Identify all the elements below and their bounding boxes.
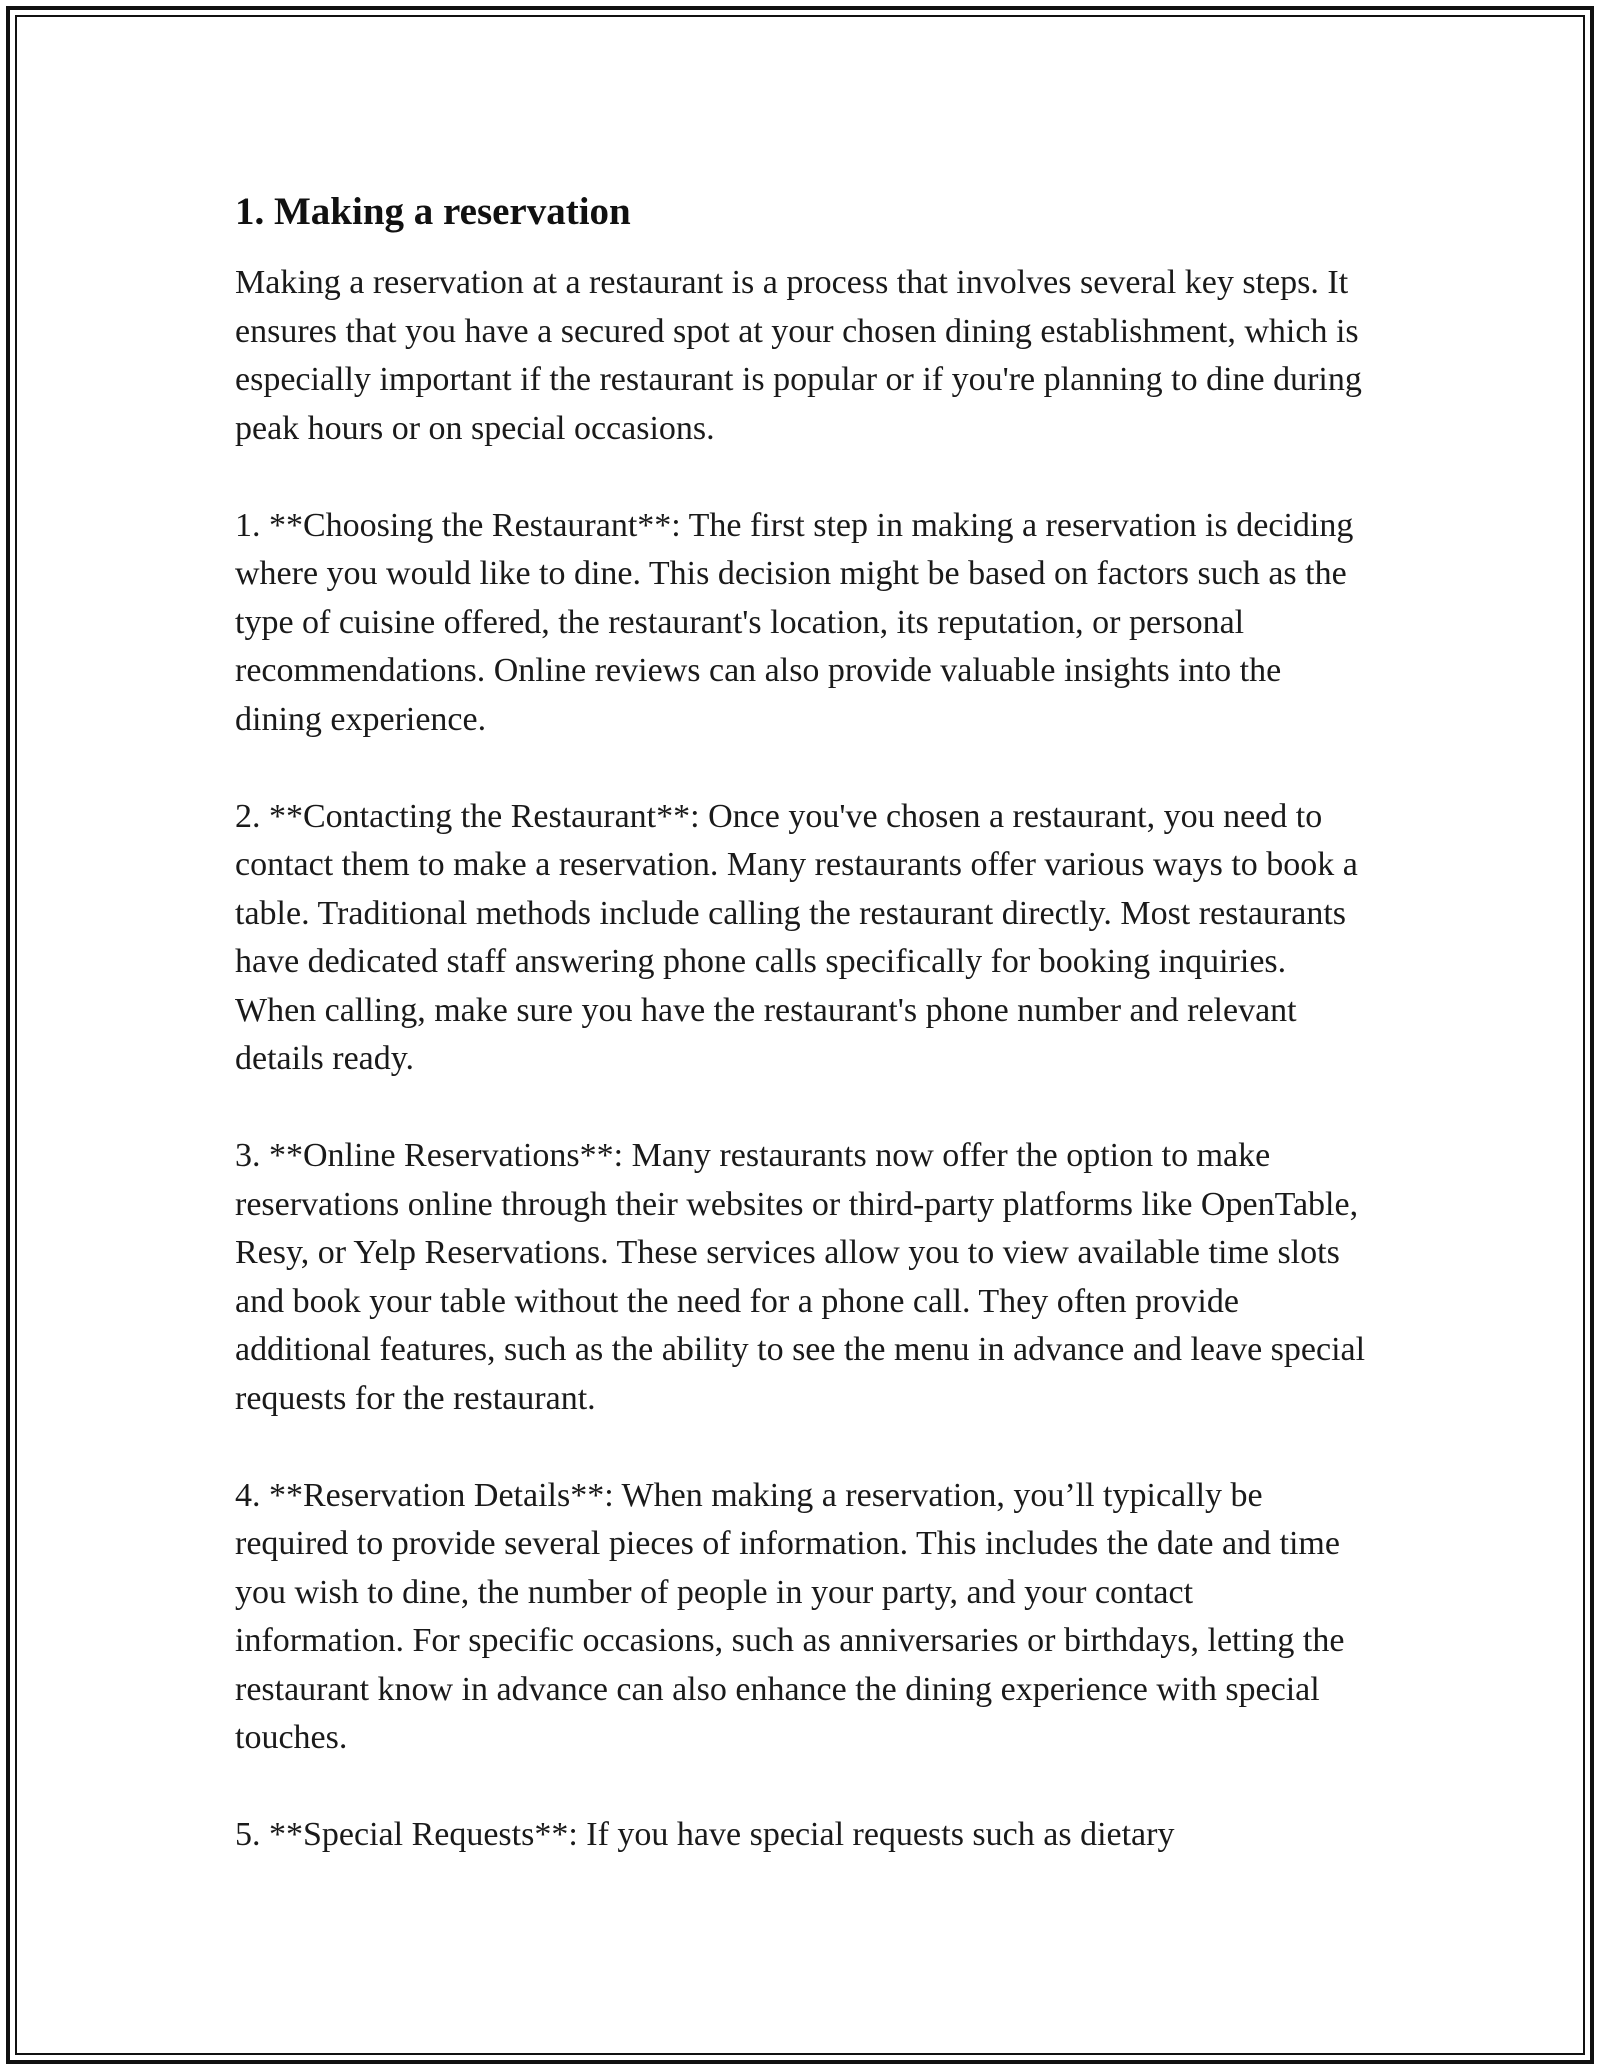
section-heading: 1. Making a reservation xyxy=(235,190,631,233)
intro-paragraph: Making a reservation at a restaurant is a process that involves several key steps. It ensures that you have a secured spot at your chosen dining establishment, which is especially important if the restaurant is popular or if you're planning to dine during peak hours or on special occasions. xyxy=(235,264,1362,447)
step-online-reservations: 3. **Online Reservations**: Many restaurants now offer the option to make reservations online through their websites or third-party platforms like OpenTable, Resy, or Yelp Reservations. These services allow you to view available time slots and book your table without the need for a phone call. They often provide additional features, such as the ability to see the menu in advance and leave special requests for the restaurant. xyxy=(235,1137,1366,1417)
step-choosing-restaurant: 1. **Choosing the Restaurant**: The first step in making a reservation is deciding where you would like to dine. This decision might be based on factors such as the type of cuisine offered, the restaurant's location, its reputation, or personal recommendations. Online reviews can also provide valuable insights into the dining experience. xyxy=(235,506,1354,738)
document-body xyxy=(235,185,1370,1908)
step-contacting-restaurant: 2. **Contacting the Restaurant**: Once you've chosen a restaurant, you need to contact them to make a reservation. Many restaurants offer various ways to book a table. Traditional methods include calling the restaurant directly. Most restaurants have dedicated staff answering phone calls specifically for booking inquiries. When calling, make sure you have the restaurant's phone number and relevant details ready. xyxy=(235,797,1358,1077)
step-reservation-details: 4. **Reservation Details**: When making a reservation, you’ll typically be required to provide several pieces of information. This includes the date and time you wish to dine, the number of people in your party, and your contact information. For specific occasions, such as anniversaries or birthdays, letting the restaurant know in advance can also enhance the dining experience with special touches. xyxy=(235,1476,1345,1756)
step-special-requests: 5. **Special Requests**: If you have special requests such as dietary xyxy=(235,1816,1175,1853)
